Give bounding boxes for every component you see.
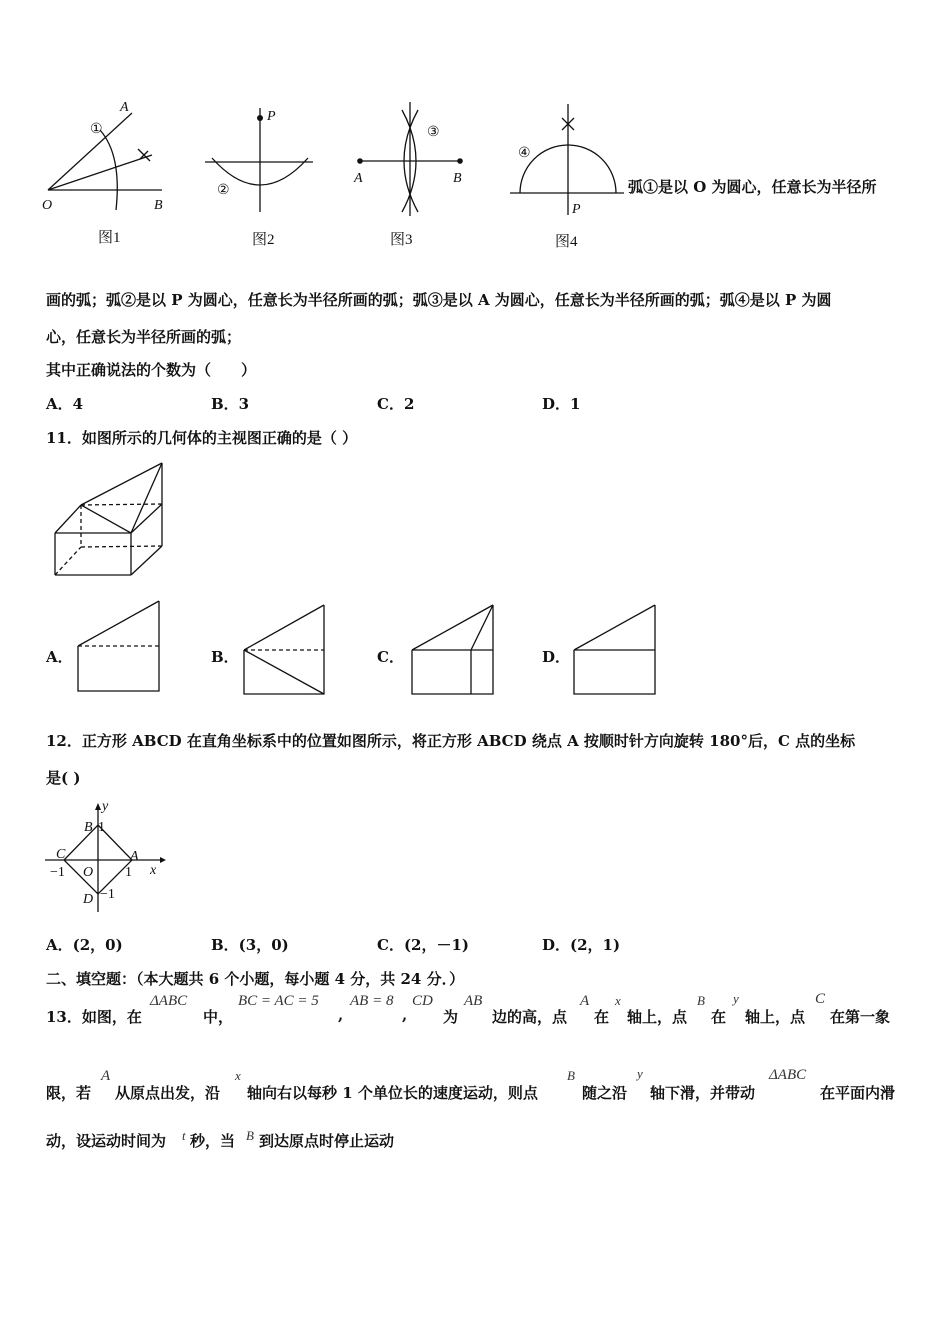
q13-text: 从原点出发，沿: [115, 1084, 221, 1102]
label-one-right: 1: [125, 865, 132, 880]
label-b: B: [84, 820, 93, 835]
q10-text-line2: 画的弧；弧②是以 P 为圆心，任意长为半径所画的弧；弧③是以 A 为圆心，任意长为半径所画的弧；弧④是以 P 为圆: [46, 291, 832, 309]
q10-text-line1: 弧①是以 O 为圆心，任意长为半径所: [628, 178, 877, 196]
arc-number-2: ②: [217, 183, 230, 198]
q13-text: 轴下滑，并带动: [650, 1084, 756, 1102]
q11-option-a-view[interactable]: [75, 598, 165, 694]
arc-number-4: ④: [518, 146, 531, 161]
figure-4-caption: 图4: [555, 234, 578, 250]
q10-option-c[interactable]: C．2: [377, 395, 415, 413]
q13-text: 在: [594, 1008, 610, 1026]
hidden-edge: [81, 504, 162, 505]
q13-text: 为: [443, 1008, 459, 1026]
q12-coordinate-figure: [40, 800, 170, 918]
q13-text: 到达原点时停止运动: [259, 1132, 395, 1150]
figure-2-caption: 图2: [252, 232, 275, 248]
q11-option-b-view[interactable]: [241, 602, 329, 698]
slant-edge: [244, 605, 324, 650]
q10-option-b[interactable]: B．3: [211, 395, 250, 413]
x-axis-arrow: [160, 857, 166, 863]
q13-text: 随之沿: [582, 1084, 628, 1102]
q11-option-a-label[interactable]: A．: [46, 648, 73, 666]
label-neg-one-bottom: −1: [100, 887, 115, 902]
q12-stem-line2: 是( ): [46, 769, 81, 787]
point-b: [457, 158, 463, 164]
q13-comma: ,: [402, 1006, 408, 1024]
math-t: t: [182, 1128, 186, 1143]
math-y: y: [733, 991, 739, 1006]
q13-text: 轴上，点: [745, 1008, 806, 1026]
math-c: C: [815, 991, 826, 1007]
math-x: x: [615, 993, 621, 1008]
q12-option-b[interactable]: B．(3，0): [211, 936, 289, 954]
q11-option-b-label[interactable]: B．: [211, 648, 239, 666]
math-y: y: [637, 1066, 643, 1081]
math-a: A: [580, 993, 590, 1009]
slant-edge: [78, 601, 159, 646]
label-y: y: [102, 799, 109, 814]
label-a: A: [130, 849, 139, 864]
figure-3-caption: 图3: [390, 232, 413, 248]
math-a: A: [101, 1068, 111, 1084]
math-x: x: [235, 1068, 241, 1083]
arc-number-1: ①: [90, 122, 103, 137]
q10-option-d[interactable]: D．1: [542, 395, 581, 413]
label-one-top: 1: [98, 820, 105, 835]
q13-text: 在平面内滑: [820, 1084, 896, 1102]
slant-edge: [412, 605, 493, 650]
q13-text: 秒，当: [190, 1132, 236, 1150]
math-triangle-abc: ΔABC: [769, 1067, 807, 1083]
label-c: C: [56, 847, 66, 862]
label-d: D: [83, 892, 94, 907]
math-cd: CD: [412, 993, 433, 1009]
label-o: O: [83, 865, 94, 880]
q10-option-a[interactable]: A．4: [46, 395, 84, 413]
edge: [131, 546, 162, 575]
q13-text: 轴上，点: [627, 1008, 688, 1026]
figure-1-caption: 图1: [98, 230, 121, 246]
q13-text: 边的高，点: [492, 1008, 568, 1026]
q10-question: 其中正确说法的个数为（ ）: [46, 361, 257, 379]
label-x: x: [150, 863, 157, 878]
q11-solid-figure: [45, 455, 175, 585]
label-b: B: [453, 171, 462, 186]
q11-option-d-label[interactable]: D．: [542, 648, 571, 666]
label-p: P: [267, 109, 276, 124]
outline: [78, 601, 159, 691]
figure-3: [350, 98, 475, 218]
label-p: P: [572, 202, 581, 217]
q10-text-line3: 心，任意长为半径所画的弧；: [46, 328, 242, 346]
q11-stem: 11．如图所示的几何体的主视图正确的是（ ）: [46, 429, 358, 447]
edge: [55, 505, 81, 533]
math-b: B: [246, 1128, 254, 1143]
math-ab: AB: [464, 993, 483, 1009]
label-o: O: [42, 198, 53, 213]
math-bc-ac: BC = AC = 5: [238, 993, 319, 1009]
q11-option-d-view[interactable]: [571, 602, 661, 698]
q13-text: 在: [711, 1008, 727, 1026]
edge: [131, 504, 162, 533]
label-a: A: [120, 100, 129, 115]
q13-comma: ,: [338, 1006, 344, 1024]
hidden-edge: [55, 547, 81, 575]
q13-text: 中，: [203, 1008, 234, 1026]
label-a: A: [354, 171, 363, 186]
q13-text: 轴向右以每秒 1 个单位长的速度运动，则点: [247, 1084, 538, 1102]
outline: [244, 605, 324, 694]
slant-edge: [574, 605, 655, 650]
q13-text: 动，设运动时间为: [46, 1132, 167, 1150]
bisector: [48, 155, 152, 190]
q13-text: 限，若: [46, 1084, 92, 1102]
math-ab: AB = 8: [350, 993, 394, 1009]
arc-number-3: ③: [427, 125, 440, 140]
label-b: B: [154, 198, 163, 213]
q12-stem-line1: 12．正方形 ABCD 在直角坐标系中的位置如图所示，将正方形 ABCD 绕点 A 按顺时针方向旋转 180°后，C 点的坐标: [46, 732, 856, 750]
y-axis-arrow: [95, 803, 101, 810]
hidden-edge: [81, 546, 162, 547]
edge: [81, 505, 131, 533]
q12-option-d[interactable]: D．(2，1): [542, 936, 621, 954]
figure-4: [508, 100, 628, 220]
section-2-heading: 二、填空题：（本大题共 6 个小题，每小题 4 分，共 24 分．）: [46, 970, 465, 988]
math-b: B: [567, 1068, 575, 1083]
q11-option-c-view[interactable]: [409, 602, 499, 698]
math-triangle-abc: ΔABC: [150, 993, 188, 1009]
edge: [81, 463, 162, 505]
q11-option-c-label[interactable]: C．: [377, 648, 404, 666]
point-a: [357, 158, 363, 164]
edge: [131, 463, 162, 533]
q13-text: 13．如图，在: [46, 1008, 142, 1026]
figure-2: [200, 100, 320, 215]
label-neg-one-left: −1: [50, 865, 65, 880]
figure-1: [40, 95, 170, 225]
q13-text: 在第一象: [830, 1008, 891, 1026]
point-p: [257, 115, 263, 121]
q12-option-c[interactable]: C．(2，－1): [377, 936, 470, 954]
q12-option-a[interactable]: A．(2，0): [46, 936, 123, 954]
diagonal-edge: [244, 650, 324, 694]
math-b: B: [697, 993, 705, 1008]
